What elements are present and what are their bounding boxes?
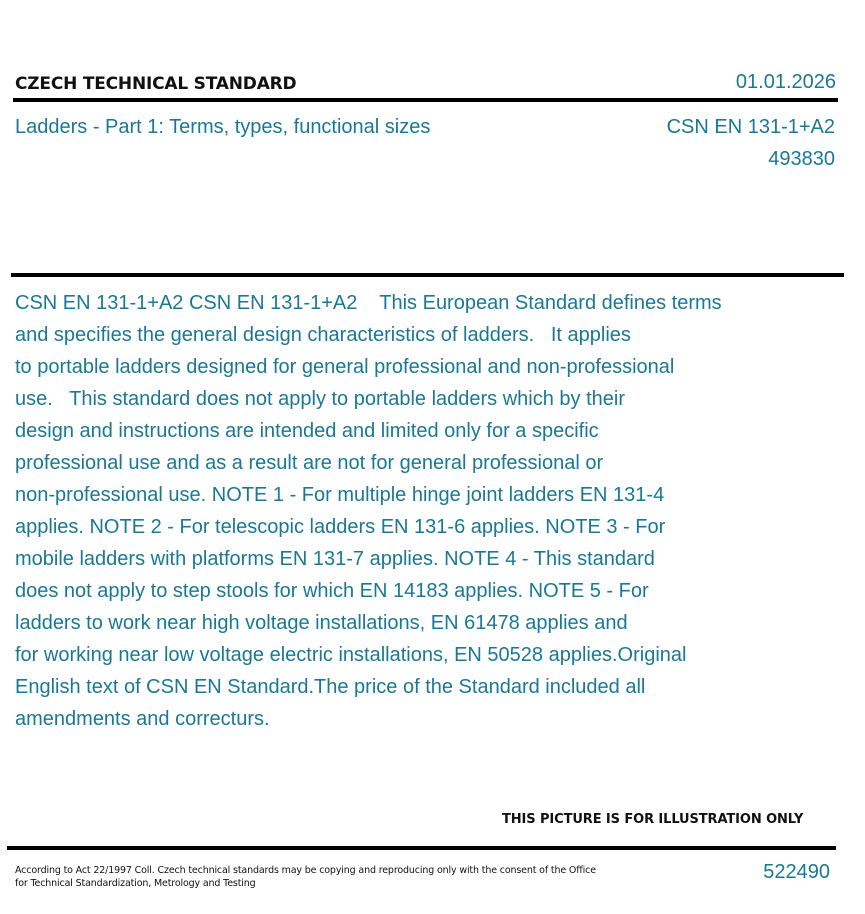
standard-code: CSN EN 131-1+A2 [666,116,835,138]
footer-number: 522490 [763,861,830,883]
catalog-number: 493830 [768,148,835,170]
standard-title: Ladders - Part 1: Terms, types, functional sizes [15,116,431,138]
header-label: CZECH TECHNICAL STANDARD [15,74,297,94]
description-line: for working near low voltage electric installations, EN 50528 applies.Original [15,644,687,666]
footer-note-line: According to Act 22/1997 Coll. Czech technical standards may be copying and reproducing only with the consent of the Office [15,865,596,876]
description-line: non-professional use. NOTE 1 - For multiple hinge joint ladders EN 131-4 [15,484,665,506]
description-line: and specifies the general design characteristics of ladders. It applies [15,324,631,346]
description-line: design and instructions are intended and limited only for a specific [15,420,599,442]
description-line: use. This standard does not apply to portable ladders which by their [15,388,625,410]
standard-date: 01.01.2026 [735,71,836,93]
description-line: amendments and correcturs. [15,708,270,730]
description-line: English text of CSN EN Standard.The price of the Standard included all [15,676,646,698]
description-line: to portable ladders designed for general professional and non-professional [15,356,675,378]
description-line: CSN EN 131-1+A2 CSN EN 131-1+A2 This European Standard defines terms [15,292,722,314]
standard-description [15,287,805,735]
description-line: mobile ladders with platforms EN 131-7 applies. NOTE 4 - This standard [15,548,655,570]
top-divider [13,98,838,102]
illustration-disclaimer: THIS PICTURE IS FOR ILLUSTRATION ONLY [502,812,804,827]
description-line: does not apply to step stools for which EN 14183 applies. NOTE 5 - For [15,580,649,602]
bottom-divider [7,846,836,850]
description-line: professional use and as a result are not for general professional or [15,452,604,474]
middle-divider [11,273,844,277]
footer-legal-note [15,864,605,890]
footer-note-line: for Technical Standardization, Metrology and Testing [15,878,256,889]
description-line: applies. NOTE 2 - For telescopic ladders EN 131-6 applies. NOTE 3 - For [15,516,666,538]
description-line: ladders to work near high voltage installations, EN 61478 applies and [15,612,628,634]
